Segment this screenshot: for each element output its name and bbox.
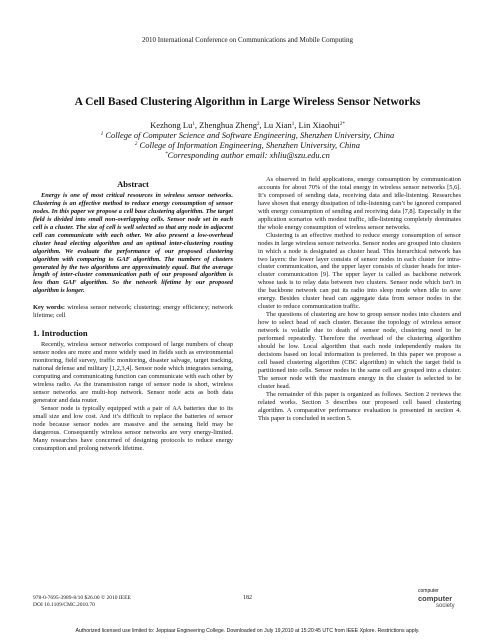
affiliation-1: $^1$ College of Computer Science and Software Engineering, Shenzhen University, China <box>100 130 395 140</box>
author-name: Lu Xian <box>263 120 292 130</box>
paper-title: A Cell Based Clustering Algorithm in Large Wireless Sensor Networks <box>74 96 421 108</box>
affiliation-2: $^2$ College of Information Engineering, Shenzhen University, China <box>134 140 361 150</box>
author-block <box>0 120 495 160</box>
body-paragraph-4: The remainder of this paper is organized as follows. Section 2 reviews the related works. Section 3 describes our proposed cell based clustering algorithm. A comparative performance evaluation is presented in section 4. This paper is concluded in section 5. <box>258 390 461 422</box>
isbn-line: 978-0-7695-3989-8/10 $26.00 © 2010 IEEE <box>33 595 131 601</box>
author-name: Kezhong Lu <box>150 120 193 130</box>
author-list: Kezhong Lu$^1$, Zhenghua Zheng$^2$, Lu Xian$^1$, Lin Xiaohui$^{2*}$ <box>150 120 345 130</box>
intro-paragraph-1: Recently, wireless sensor networks composed of large numbers of cheap sensor nodes are more and more widely used in fields such as environmental monitoring, field survey, traffic monitoring, disaster salvage, target tracking, national defense and military [1,2,3,4]. Sensor node which integrates sensing, computing and communicating function can communicate with each other by wireless radio. As the transmission range of sensor node is short, wireless sensor networks are multi-hop network. Sensor node acts as both data generator and data router. <box>33 341 233 404</box>
author-name: Lin Xiaohui <box>298 120 340 130</box>
author-name: Zhenghua Zheng <box>199 120 257 130</box>
right-column <box>258 176 461 423</box>
section-heading-introduction: 1. Introduction <box>33 328 88 339</box>
body-paragraph-3: The questions of clustering are how to group sensor nodes into clusters and how to select head of each cluster. Because the topology of wireless sensor network is volatile due to death of sensor node, clustering need to be performed repeatedly. Therefore the overhead of the clustering algorithm should be low. Local algorithm that each node independently makes its decisions based on local information is preferred. In this paper we propose a cell based clustering algorithm (CBC algorithm) in which the target field is partitioned into cells. Sensor nodes in the same cell are grouped into a cluster. The sensor node with the maximum energy in the cluster is selected to be cluster head. <box>258 311 461 390</box>
body-paragraph-1: As observed in field applications, energy consumption by communication accounts for about 70% of the total energy in wireless sensor networks [5,6]. It’s composed of sending data, receiving data and idle-listening. Researches have shown that energy dissipation of idle-listening can’t be ignored compared with energy consumption of sending and receiving data [7,8]. Especially in the application scenarios with modest traffic, idle-listening completely dominates the whole energy consumption of wireless sensor networks. <box>258 176 461 231</box>
page-number: 182 <box>243 595 252 601</box>
author-sup: 1 <box>192 122 195 127</box>
author-sup: 1 <box>291 122 295 127</box>
abstract-heading: Abstract <box>117 179 149 189</box>
keywords-label: Key words: <box>33 304 66 312</box>
body-paragraph-2: Clustering is an effective method to reduce energy consumption of sensor nodes in large wireless sensor networks. Sensor nodes are grouped into clusters in which a node is designated as cluster head. This hierarchical network has two layers: the lower layer consists of sensor nodes in each cluster for intra-cluster communication, and the upper layer consists of cluster heads for inter-cluster communication [9]. The upper layer is called as backbone network whose task is to relay data between two clusters. Sensor node which isn’t in the backbone network can put its radio into sleep mode when idle to save energy. Besides cluster head can aggregate data from sensor nodes in the cluster to reduce communication traffic. <box>258 231 461 311</box>
corresponding-author: *Corresponding author email: xhliu@szu.edu.cn <box>165 150 330 160</box>
intro-paragraph-2: Sensor node is typically equipped with a pair of AA batteries due to its small size and low cost. And it’s difficult to replace the batteries of sensor node because sensor nodes are massive and the sensing field may be dangerous. Consequently wireless sensor networks are very energy-limited. Many researches have concerned of designing protocols to reduce energy consumption and prolong network lifetime. <box>33 404 233 452</box>
abstract-text: Energy is one of most critical resources in wireless sensor networks. Clustering is an effective method to reduce energy consumption of sensor nodes. In this paper we propose a cell base clustering algorithm. The target field is divided into small non-overlapping cells. Sensor node set in each cell is a cluster. The size of cell is well selected so that any node in adjacent cell can communicate with each other. We also present a low-overhead cluster head electing algorithm and an optimal inter-clustering routing algorithm. We evaluate the performance of our proposed clustering algorithm with comparing to GAF algorithm. The numbers of clusters generated by the two algorithms are approximately equal. But the average length of inter-cluster communication path of our proposed algorithm is less than GAF algorithm. So the network lifetime by our proposed algorithm is longer. <box>33 191 233 295</box>
ieee-computer-society-logo <box>418 588 466 610</box>
author-sup: 2 <box>256 122 260 127</box>
keywords-text: wireless sensor network; clustering; energy efficiency; network lifetime; cell <box>33 304 233 320</box>
logo-top-text: computer <box>418 588 439 594</box>
doi-line: DOI 10.1109/CMC.2010.70 <box>33 602 95 608</box>
author-sup: 2* <box>339 122 345 127</box>
keywords <box>33 304 233 320</box>
logo-main-text: computer <box>418 594 453 603</box>
license-notice: Authorized licensed use limited to: Jeppiaar Engineering College. Downloaded on July 19,2010 at 15:20:45 UTC from IEEE Xplore. Restrictions apply. <box>75 628 420 634</box>
left-column <box>33 176 233 453</box>
logo-sub-text: society <box>436 603 455 609</box>
conference-header: 2010 International Conference on Communications and Mobile Computing <box>142 36 353 44</box>
